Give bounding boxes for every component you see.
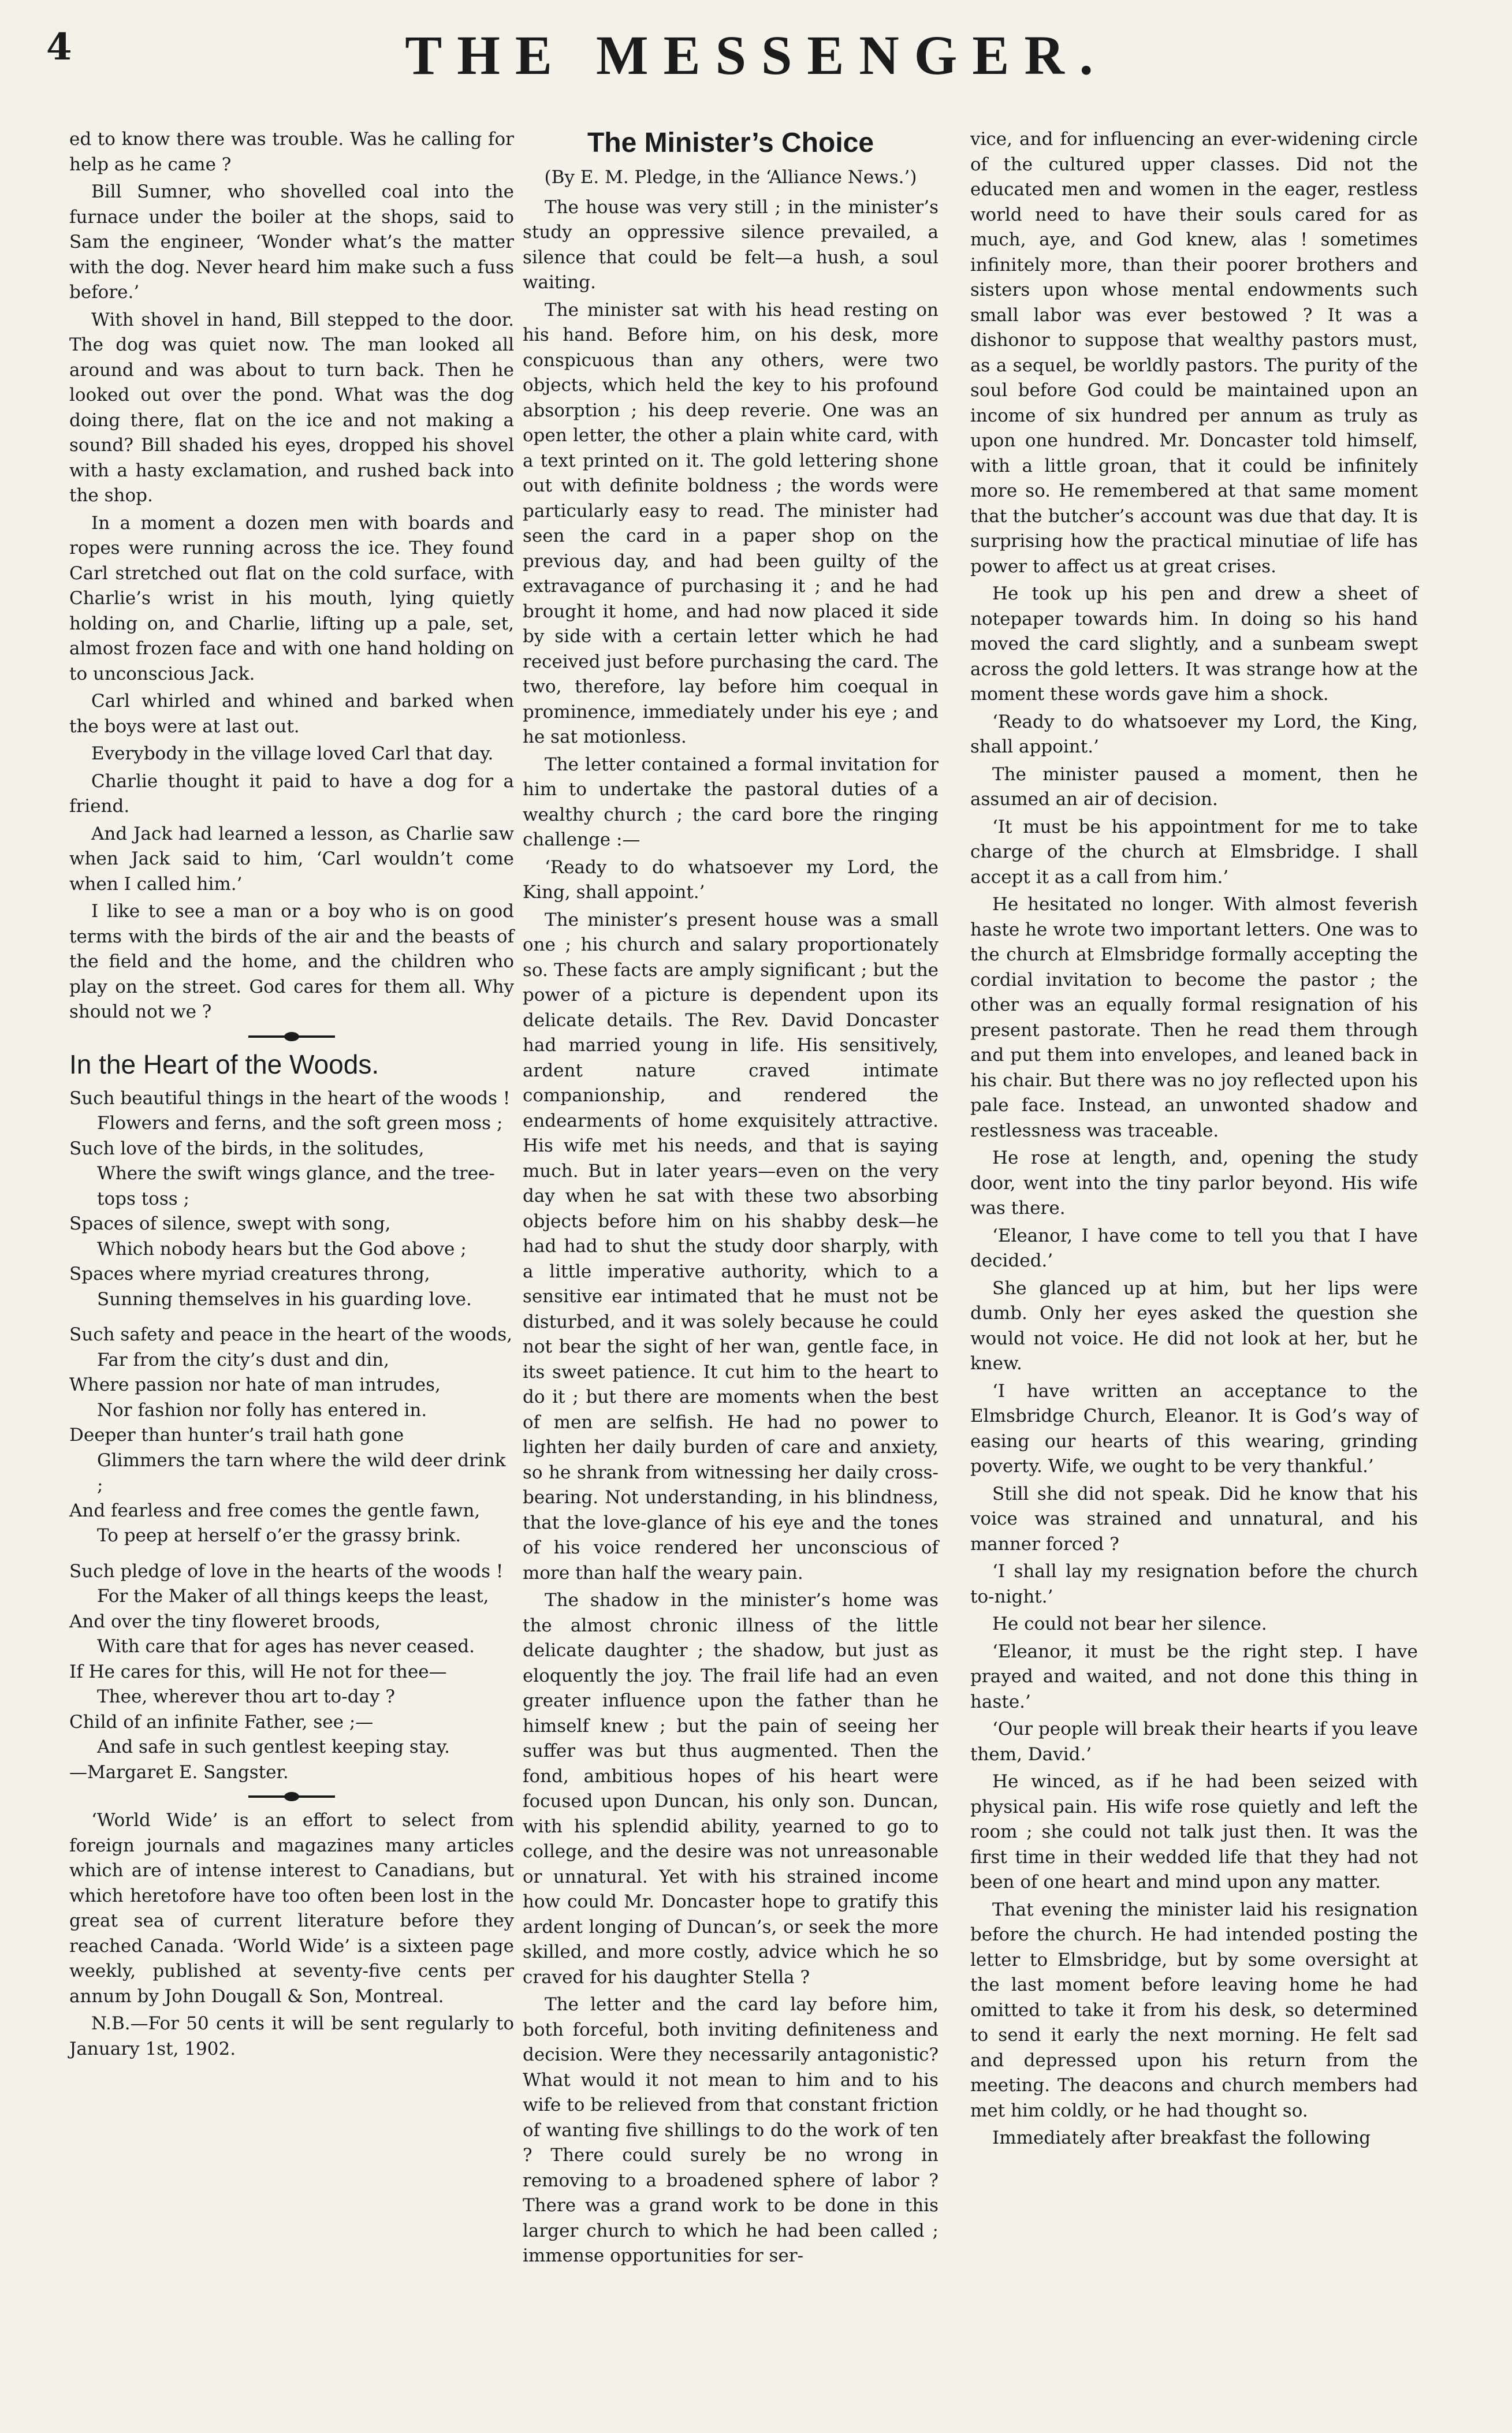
column-right (970, 127, 1418, 2153)
poem-line: And over the tiny floweret broods, (69, 1611, 381, 1632)
paragraph: Carl whirled and whined and barked when the boys were at last out. (69, 691, 514, 737)
poem-title: In the Heart of the Woods. (69, 1049, 379, 1079)
poem-author: —Margaret E. Sangster. (69, 1761, 289, 1783)
notice (69, 1808, 514, 2062)
paragraph: ‘I have written an acceptance to the Elmsbridge Church, Eleanor. It is God’s way of easing our hearts of this wearing, grinding poverty. Wife, we ought to be very thankful.’ (970, 1380, 1418, 1477)
paragraph: ‘Eleanor, I have come to tell you that I have decided.’ (970, 1225, 1418, 1271)
paragraph: The letter contained a formal invitation for him to undertake the pastoral duties of a wealthy church ; the card bore the ringing challenge :— (523, 754, 939, 850)
paragraph: He rose at length, and, opening the study door, went into the tiny parlor beyond. His wife was there. (970, 1147, 1418, 1219)
paragraph: That evening the minister laid his resignation before the church. He had intended posting the letter to Elmsbridge, but by some oversight at the last moment before leaving home he had omitted to take it from his desk, so determined to send it early the next morning. He felt sad and depressed upon his return from the meeting. The deacons and church members had met him coldly, or he had thought so. (970, 1899, 1418, 2121)
separator-rule (248, 1795, 335, 1798)
page-header (46, 20, 1467, 95)
poem-line: Such love of the birds, in the solitudes, (69, 1138, 424, 1159)
poem (69, 1048, 514, 1786)
paragraph: N.B.—For 50 cents it will be sent regularly to January 1st, 1902. (69, 2013, 514, 2059)
paragraph: ‘World Wide’ is an effort to select from foreign journals and magazines many articles which are of intense interest to Canadians, but which heretofore have too often been lost in the great sea of current literature before they reached Canada. ‘World Wide’ is a sixteen page weekly, published at seventy-five cents per annum by John Dougall & Son, Montreal. (69, 1810, 514, 2007)
paragraph: ‘Eleanor, it must be the right step. I have prayed and waited, and not done this thing in haste.’ (970, 1641, 1418, 1712)
paragraph: He winced, as if he had been seized with physical pain. His wife rose quietly and left the room ; she could not talk just then. It was the first time in their wedded life that they had not been of one heart and mind upon any matter. (970, 1771, 1418, 1892)
poem-line: Such beautiful things in the heart of the woods ! (69, 1087, 511, 1109)
poem-line: Spaces of silence, swept with song, (69, 1213, 391, 1234)
poem-line: If He cares for this, will He not for thee— (69, 1661, 447, 1682)
story-continuation (69, 127, 514, 1025)
poem-line: Such pledge of love in the hearts of the woods ! (69, 1560, 504, 1582)
paragraph: With shovel in hand, Bill stepped to the door. The dog was quiet now. The man looked all around and was about to turn back. Then he looked out over the pond. What was the dog doing there, flat on the ice and not making a sound? Bill shaded his eyes, dropped his shovel with a hasty exclamation, and rushed back into the shop. (69, 309, 514, 506)
paragraph: The minister paused a moment, then he assumed an air of decision. (970, 763, 1418, 810)
stanza-gap (69, 1549, 514, 1559)
paragraph: He could not bear her silence. (992, 1614, 1267, 1634)
quote-line: ‘Ready to do whatsoever my Lord, the King, shall appoint.’ (523, 856, 939, 903)
poem-line: Thee, wherever thou art to-day ? (97, 1686, 396, 1707)
paragraph: Still she did not speak. Did he know that his voice was strained and unnatural, and his manner forced ? (970, 1483, 1418, 1555)
stanza-gap (69, 1312, 514, 1322)
paragraph: vice, and for influencing an ever-widening circle of the cultured upper classes. Did not the educated men and women in the eager, restless world need to have their souls cared for as much, aye, and God knew, alas ! sometimes infinitely more, than their poorer brothers and sisters upon whose mental endowments such small labor was ever bestowed ? It was a dishonor to suppose that wealthy pastors must, as a sequel, be worldly pastors. The purity of the soul before God could be maintained upon an income of six hundred per annum as truly as upon one hundred. Mr. Doncaster told himself, with a little groan, that it could be infinitely more so. He remembered at that same moment that the butcher’s account was due that day. It is surprising how the practical minutiae of life has power to affect us at great crises. (970, 129, 1418, 577)
poem-line: Flowers and ferns, and the soft green moss ; (97, 1113, 503, 1134)
page-number: 4 (46, 25, 72, 69)
paragraph: The house was very still ; in the minister’s study an oppressive silence prevailed, a silence that could be felt—a hush, a soul waiting. (523, 196, 939, 293)
poem-line: Deeper than hunter’s trail hath gone (69, 1425, 404, 1445)
paragraph: In a moment a dozen men with boards and ropes were running across the ice. They found Carl stretched out flat on the cold surface, with Charlie’s wrist in his mouth, lying quietly holding on, and Charlie, lifting up a pale, set, almost frozen face and with one hand holding on to unconscious Jack. (69, 512, 514, 684)
paragraph: ‘I shall lay my resignation before the church to-night.’ (970, 1561, 1418, 1607)
article-byline: (By E. M. Pledge, in the ‘Alliance News.’) (544, 167, 917, 188)
column-left (69, 127, 514, 2064)
paragraph: The minister’s present house was a small one ; his church and salary proportionately so. These facts are amply significant ; but the power of a picture is dependent upon its delicate details. The Rev. David Doncaster had married young in life. His sensitively, ardent nature craved intimate companionship, and rendered the endearments of home exquisitely attractive. His wife met his needs, and that is saying much. But in later years—even on the very day when he sat with these two absorbing objects before him on his shabby desk—he had had to shut the study door sharply, with a little imperative authority, which to a sensitive ear intimated that he must not be disturbed, and it was solely because he could not bear the sight of her wan, gentle face, in its sweet patience. It cut him to the heart to do it ; but there are moments when the best of men are selfish. He had no power to lighten her daily burden of care and anxiety, so he shrank from witnessing her daily cross-bearing. Not understanding, in his blindness, that the love-glance of his eye and the tones of his voice rendered her unconscious of more than half the weary pain. (523, 909, 939, 1584)
paragraph: I like to see a man or a boy who is on good terms with the birds of the air and the beasts of the field and the home, and the children who play on the street. God cares for them all. Why should not we ? (69, 901, 514, 1022)
poem-line: To peep at herself o’er the grassy brink. (97, 1525, 461, 1546)
paragraph: He hesitated no longer. With almost feverish haste he wrote two important letters. One was to the church at Elmsbridge formally accepting the cordial invitation to become the pastor ; the other was an equally formal resignation of his present pastorate. Then he read them through and put them into envelopes, and leaned back in his chair. But there was no joy reflected upon his pale face. Instead, an unwonted shadow and restlessness was traceable. (970, 894, 1418, 1141)
poem-line: Which nobody hears but the God above ; (97, 1238, 467, 1260)
article-title: The Minister’s Choice (587, 128, 874, 158)
poem-line: Where passion nor hate of man intrudes, (69, 1374, 441, 1395)
poem-line: And safe in such gentlest keeping stay. (97, 1737, 450, 1757)
separator-rule (248, 1035, 335, 1038)
quote-line: ‘Ready to do whatsoever my Lord, the King, shall appoint.’ (970, 711, 1418, 757)
paragraph: She glanced up at him, but her lips were dumb. Only her eyes asked the question she would not voice. He did not look at her, but he knew. (970, 1277, 1418, 1374)
paragraph: He took up his pen and drew a sheet of notepaper towards him. In doing so his hand moved the card slightly, and a sunbeam swept across the gold letters. It was strange how at the moment these words gave him a shock. (970, 583, 1418, 705)
poem-line: For the Maker of all things keeps the least, (97, 1586, 489, 1607)
poem-line: With care that for ages has never ceased. (97, 1636, 475, 1657)
poem-line: Glimmers the tarn where the wild deer drink ; (97, 1450, 506, 1496)
poem-line: Where the swift wings glance, and the tree-tops toss ; (97, 1163, 495, 1209)
paragraph: Everybody in the village loved Carl that day. (91, 743, 494, 764)
paragraph: Immediately after breakfast the following (992, 2128, 1371, 2148)
paragraph: ‘Our people will break their hearts if you leave them, David.’ (970, 1719, 1418, 1765)
poem-line: Such safety and peace in the heart of the woods, (69, 1324, 513, 1345)
paragraph: The letter and the card lay before him, both forceful, both inviting definiteness and decision. Were they necessarily antagonistic? What would it not mean to him and to his wife to be relieved from that constant friction of wanting five shillings to do the work of ten ? There could surely be no wrong in removing to a broadened sphere of labor ? There was a grand work to be done in this larger church to which he had been called ; immense opportunities for ser- (523, 1994, 939, 2266)
poem-line: Nor fashion nor folly has entered in. (97, 1399, 427, 1421)
poem-line: Sunning themselves in his guarding love. (97, 1288, 472, 1310)
paragraph: The shadow in the minister’s home was the almost chronic illness of the little delicate daughter ; the shadow, but just as eloquently the joy. The frail life had an even greater influence upon the father than he himself knew ; but the pain of seeing her suffer was but thus augmented. Then the fond, ambitious hopes of his heart were focused upon Duncan, his only son. Duncan, with his splendid ability, yearned to go to college, and the desire was not unreasonable or unnatural. Yet with his strained income how could Mr. Doncaster hope to gratify this ardent longing of Duncan’s, or seek the more skilled, and more costly, advice which he so craved for his daughter Stella ? (523, 1590, 939, 1988)
paragraph: Charlie thought it paid to have a dog for a friend. (69, 770, 514, 817)
paragraph: The minister sat with his head resting on his hand. Before him, on his desk, more conspicuous than any others, were two objects, which held the key to his profound absorption ; his deep reverie. One was an open letter, the other a plain white card, with a text printed on it. The gold lettering shone out with definite boldness ; the words were particularly easy to read. The minister had seen the card in a paper shop on the previous day, and had been guilty of the extravagance of purchasing it ; and he had brought it home, and had now placed it side by side with a certain letter which he had received just before purchasing the card. The two, therefore, lay before him coequal in prominence, immediately under his eye ; and he sat motionless. (523, 299, 939, 747)
poem-line: Child of an infinite Father, see ;— (69, 1711, 374, 1732)
poem-line: Far from the city’s dust and din, (97, 1349, 390, 1370)
column-middle (523, 127, 939, 2271)
paragraph: ‘It must be his appointment for me to take charge of the church at Elmsbridge. I shall accept it as a call from him.’ (970, 816, 1418, 888)
paragraph: Bill Sumner, who shovelled coal into the furnace under the boiler at the shops, said to Sam the engineer, ‘Wonder what’s the matter with the dog. Never heard him make such a fuss before.’ (69, 181, 514, 303)
poem-line: And fearless and free comes the gentle fawn, (69, 1500, 481, 1521)
masthead: THE MESSENGER. (405, 24, 1108, 86)
paragraph: And Jack had learned a lesson, as Charlie saw when Jack said to him, ‘Carl wouldn’t come when I called him.’ (69, 823, 514, 895)
paragraph: ed to know there was trouble. Was he calling for help as he came ? (69, 129, 514, 175)
poem-line: Spaces where myriad creatures throng, (69, 1264, 430, 1284)
